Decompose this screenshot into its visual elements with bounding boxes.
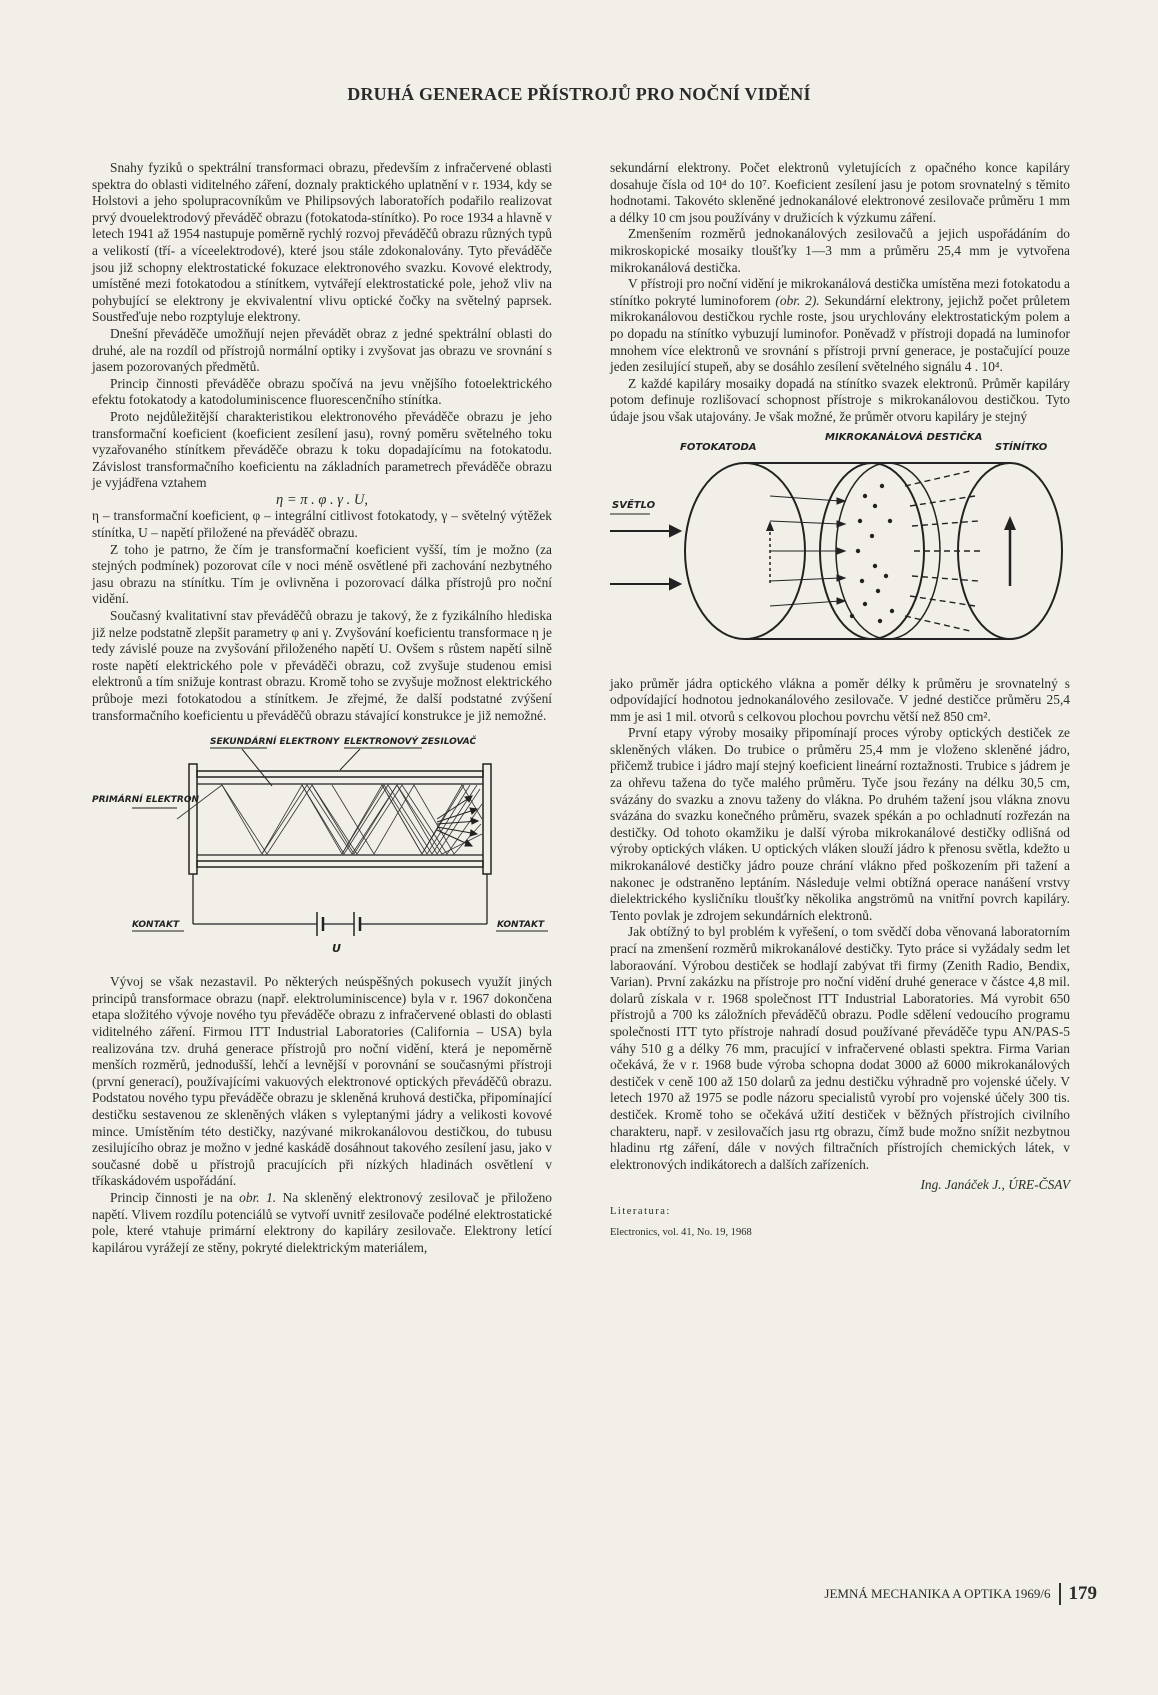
figure-1-label-voltage: U — [332, 942, 341, 956]
literature-item: Electronics, vol. 41, No. 19, 1968 — [610, 1226, 752, 1238]
figure-1-label-contact-right: KONTAKT — [497, 920, 545, 931]
footer-divider — [1059, 1583, 1061, 1605]
figure-1-label-amplifier: ELEKTRONOVÝ ZESILOVAČ — [344, 737, 477, 748]
figure-reference: obr. 1. — [239, 1189, 277, 1205]
figure-1-diagram — [92, 724, 552, 974]
paragraph: Z toho je patrno, že čím je transformační koeficient vyšší, tím je možno (za stejných podmínek) pozorovat cíle v noci méně osvětlené při zachování nezbytného jasu obrazu na stínítku. Tím je ovlivněna i pozorovací dálka přístrojů pro noční vidění. — [92, 541, 552, 607]
figure-reference: (obr. 2). — [775, 292, 820, 308]
left-column — [92, 160, 552, 1256]
paragraph: Současný kvalitativní stav převáděčů obrazu je takový, že z fyzikálního hlediska již nelze podstatně zlepšit parametry φ ani γ. Zvyšování koeficientu transformace η je tedy závislé pouze na zvyšování přiloženého napětí U. Ovšem s růstem napětí silně roste napětí elektrického pole v převáděči obrazu, což zvyšuje studenou emisi elektronů a tím snižuje kontrast obrazu. Kromě toho se zvyšuje možnost elektrického průboje mezi fotokatodou a stínítkem. Je zřejmé, že další podstatné zvýšení transformačního koeficientu u převáděčů obrazu stávající konstrukce je již nemožné. — [92, 608, 552, 723]
paragraph: Snahy fyziků o spektrální transformaci obrazu, především z infračervené oblasti spektra do oblasti viditelného záření, doznaly praktického uplatnění v r. 1934, kdy se Holstovi a jeho spolupracovníkům ve Philipsových laboratořích podařilo realizovat prvý dvouelektrodový převáděč obrazu (fotokatoda-stínítko). Po roce 1934 a hlavně v letech 1941 až 1954 nastupuje poměrně rychlý rozvoj převáděčů obrazu různých typů a velikostí (tří- a víceelektrodové), které jsou stále zdokonalovány. Tyto převáděče jsou již schopny elektrostatické fokuzace elektronového svazku. Kovové elektrody, umístěné mezi fotokatodou a stínítkem, vytvářejí elektrostatické pole, jehož vliv na pohybující se elektrony je ekvivalentní vlivu optické čočky na světelný paprsek. Soustřeďuje nebo rozptyluje elektrony. — [92, 160, 552, 325]
journal-name: JEMNÁ MECHANIKA A OPTIKA 1969/6 — [824, 1586, 1051, 1601]
paragraph: η – transformační koeficient, φ – integrální citlivost fotokatody, γ – světelný výtěžek stínítka, U – napětí přiložené na převáděč obrazu. — [92, 508, 552, 541]
paragraph: Vývoj se však nezastavil. Po některých neúspěšných pokusech využít jiných principů transformace obrazu (např. elektroluminiscence) byla v r. 1967 dokončena etapa složitého vývoje nového tyu převáděče obrazu z infračervené oblasti do oblasti viditelného záření. Firmou ITT Industrial Laboratories (California – USA) byla realizována tzv. druhá generace přístrojů pro noční vidění, která je nepoměrně menších rozměrů, jednodušší, lehčí a levnější v porovnání se současnými přístroji (první generací), používajícími vakuových elektronové optických převáděčů obrazu. Podstatou nového typu převáděče obrazu je skleněná kruhová destička, připomínající destičku sestavenou ze skleněných vláken s vyleptanými jádry a velikosti kovové mince. Umístěním této destičky, nazývané mikrokanálovou destičkou, do tubusu zesilujícího obraz je možno v jedné kaskádě dosáhnout takového zesílení jasu, jako v současné době u přístrojů pracujících při nízkých hladinách osvětlení v tříkaskádovém uspořádání. — [92, 974, 552, 1189]
paragraph: Proto nejdůležitější charakteristikou elektronového převáděče obrazu je jeho transformační koeficient (koeficient zesílení jasu), rovný poměru světelného toku vyzařovaného stínítkem převáděče obrazu k toku dopadajícímu na fotokatodu. Závislost transformačního koeficientu na základních parametrech převáděče obrazu je vyjádřena vztahem — [92, 408, 552, 491]
paragraph: V přístroji pro noční vidění je mikrokanálová destička umístěna mezi fotokatodu a stínítko pokryté luminoforem (obr. 2). Sekundární elektrony, jejichž počet průletem mikrokanálovou destičkou rychle roste, jsou urychlovány elektrostatickým polem a po dopadu na stínítko vybuzují luminofor. Poněvadž v přístroji dopadá na luminofor mnohem více elektronů ve srovnání s přístroji první generace, je postačující pouze jeden zesilující stupeň, aby se dosáhlo zesílení světelného signálu 4 . 10⁴. — [610, 276, 1070, 375]
figure-2-label-microchannel: MIKROKANÁLOVÁ DESTIČKA — [825, 431, 983, 443]
paragraph: Princip činnosti je na obr. 1. Na skleněný elektronový zesilovač je přiloženo napětí. Vlivem rozdílu potenciálů se vytvoří uvnitř zesilovače podélné elektrostatické pole, které vtahuje primární elektrony do kapiláry zesilovače. Elektrony letící kapilárou vyrážejí ze stěny, pokryté dielektrickým materiálem, — [92, 1189, 552, 1255]
figure-2-label-light: SVĚTLO — [612, 499, 656, 511]
figure-1-label-contact-left: KONTAKT — [132, 920, 180, 931]
right-column — [610, 160, 1070, 1241]
figure-2-label-photocathode: FOTOKATODA — [680, 441, 757, 453]
paragraph: Princip činnosti převáděče obrazu spočívá na jevu vnějšího fotoelektrického efektu fotokatody a katodoluminiscence fluorescenčního stínítka. — [92, 375, 552, 408]
literature-heading: Literatura: — [610, 1205, 671, 1217]
article-title: DRUHÁ GENERACE PŘÍSTROJŮ PRO NOČNÍ VIDĚNÍ — [347, 84, 811, 104]
paragraph: sekundární elektrony. Počet elektronů vyletujících z opačného konce kapiláry dosahuje čísla od 10⁴ do 10⁷. Koeficient zesílení jasu je potom srovnatelný s těmito hodnotami. Takovéto skleněné jednokanálové elektronové zesilovače průměru 1 mm a délky 10 cm jsou používány v družicích k výzkumu záření. — [610, 160, 1070, 225]
paragraph: Dnešní převáděče umožňují nejen převádět obraz z jedné spektrální oblasti do druhé, ale na rozdíl od přístrojů normální optiky i zvyšovat jas obrazu ve srovnání s jasem pozorovaných předmětů. — [92, 325, 552, 375]
paragraph: První etapy výroby mosaiky připomínají proces výroby optických destiček ze skleněných vláken. Do trubice o průměru 25,4 mm je vloženo skleněné jádro, přičemž trubice i jádro mají stejný koeficient lineární roztažnosti. Trubice s jádrem je za ohřevu tažena do tyče malého průměru. Tyče jsou řezány na délku 30,5 cm, svázány do svazku a znovu taženy do vlákna. Po druhém tažení jsou vlákna znovu svázána do svazku konečného průměru, svazek spékán a po ochladnutí rozřezán na destičky. Od tohoto okamžiku je další výroba mikrokanálové destičky odlišná od výroby optických vláken. U optických vláken slouží jádro k přenosu světla, kdežto u mikrokanálové destičky jádro pouze chrání vlákno před poškozením při tažení a nakonec je odstraněno leptáním. Následuje velmi obtížná operace nanášení vrstvy dielektrického kysličníku tloušťky několika angströmů na vnitřní povrch kapiláry. Tento povlak je zdrojem sekundárních elektronů. — [610, 725, 1070, 923]
paragraph: jako průměr jádra optického vlákna a poměr délky k průměru je srovnatelný s odpovídající hodnotou jednokanálového zesilovače. V jedné destičce průměru 25,4 mm je asi 1 mil. otvorů s celkovou plochou povrchu větší než 850 cm². — [610, 675, 1070, 724]
paragraph: Z každé kapiláry mosaiky dopadá na stínítko svazek elektronů. Průměr kapiláry potom definuje rozlišovací schopnost přístroje s mikrokanálovou destičkou. Tyto údaje jsou však utajovány. Je však možné, že průměr otvoru kapiláry je stejný — [610, 375, 1070, 424]
page-footer — [824, 1583, 1097, 1605]
paragraph: Zmenšením rozměrů jednokanálových zesilovačů a jejich uspořádáním do mikroskopické mosaiky tloušťky 1—3 mm a průměru 25,4 mm je vytvořena mikrokanálová destička. — [610, 226, 1070, 275]
page-number: 179 — [1068, 1583, 1097, 1604]
figure-1-label-secondary: SEKUNDÁRNÍ ELEKTRONY — [210, 737, 340, 748]
author: Ing. Janáček J., ÚRE-ČSAV — [920, 1177, 1070, 1193]
figure-1-label-primary: PRIMÁRNÍ ELEKTRON — [92, 795, 199, 806]
figure-2-label-screen: STÍNÍTKO — [995, 441, 1048, 453]
paragraph: Jak obtížný to byl problém k vyřešení, o tom svědčí doba věnovaná laboratorním prací na zmenšení rozměrů mikrokanálové destičky. Tyto práce si vyžádaly sedm let laboraování. Výrobou destiček se hodlají zabývat tři firmy (Zenith Radio, Bendix, Varian). První zakázku na přístroje pro noční vidění druhé generace v částce 4,8 mil. dolarů získala v r. 1968 společnost ITT Industrial Laboratories. Má vyrobit 650 přístrojů a 700 ks záložních převáděčů obrazu. Podle sdělení vedoucího programu společnosti ITT tyto přístroje nahradí dosud používané převáděče typu AN/PAS-5 váhy 510 g a délky 76 mm, pracující v infračervené oblasti spektra. Firma Varian očekává, že v r. 1968 bude výroba schopna dodat 3000 až 6000 mikrokanálových destiček v ceně 100 až 150 dolarů za jednu destičku výhradně pro vojenské účely. V letech 1970 až 1975 se podle názoru specialistů vyrobí pro vojenské účely 300 tis. destiček. Kromě toho se očekává užití destiček v běžných přístrojích civilního charakteru, např. v zesilovačích jasu rtg obrazu, čímž bude možno snížit nezbytnou hladinu rtg záření, dále v nových filtračních přístrojích chemických látek, v elektronových indikátorech a dalších zařízeních. — [610, 924, 1070, 1172]
formula: η = π . φ . γ . U, — [276, 491, 368, 508]
figure-2-diagram — [590, 426, 1070, 676]
